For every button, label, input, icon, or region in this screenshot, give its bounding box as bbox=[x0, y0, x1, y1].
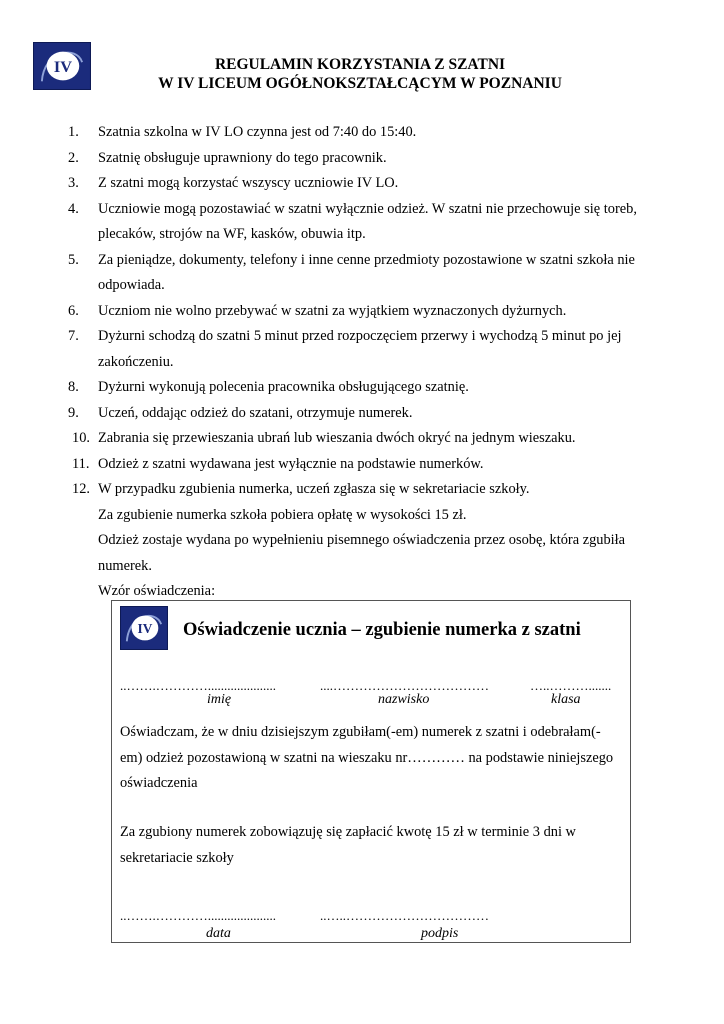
rule-item bbox=[68, 146, 656, 172]
rule-text: Z szatni mogą korzystać wszyscy uczniowie IV LO. bbox=[98, 175, 399, 191]
rule-item bbox=[72, 477, 656, 605]
rule-text: Uczniom nie wolno przebywać w szatni za wyjątkiem wyznaczonych dyżurnych. bbox=[98, 302, 567, 319]
rule-text: Dyżurni schodzą do szatni 5 minut przed rozpoczęciem przerwy i wychodzą 5 minut po jej zakończeniu. bbox=[98, 328, 622, 370]
rule-item bbox=[68, 248, 656, 299]
rule-item bbox=[68, 324, 656, 375]
rule-item bbox=[68, 299, 656, 325]
rule-12-release: Odzież zostaje wydana po wypełnieniu pisemnego oświadczenia przez osobę, która zgubiła numerek. bbox=[98, 532, 626, 574]
page-title bbox=[130, 55, 590, 93]
rule-number: 5. bbox=[68, 251, 79, 268]
signature-label: podpis bbox=[421, 926, 459, 941]
form-logo-text: IV bbox=[137, 620, 153, 636]
pledge-text: Za zgubiony numerek zobowiązuję się zapłacić kwotę 15 zł w terminie 3 dni w sekretariacie szkoły bbox=[120, 824, 576, 866]
rule-text: Dyżurni wykonują polecenia pracownika obsługującego szatnię. bbox=[98, 379, 469, 395]
rule-number: 8. bbox=[68, 379, 79, 395]
name-label: imię bbox=[207, 692, 232, 707]
rule-item bbox=[68, 171, 656, 197]
logo-text: IV bbox=[53, 56, 73, 76]
rule-text: Szatnia szkolna w IV LO czynna jest od 7:40 do 15:40. bbox=[98, 124, 417, 140]
class-label: klasa bbox=[551, 692, 581, 707]
rule-number: 6. bbox=[68, 302, 79, 319]
form-logo-graphic bbox=[121, 607, 167, 649]
rule-item bbox=[68, 375, 656, 401]
school-logo bbox=[33, 42, 91, 90]
rule-text: Uczniowie mogą pozostawiać w szatni wyłącznie odzież. W szatni nie przechowuje się toreb, plecaków, strojów na WF, kasków, obuwia itp. bbox=[98, 200, 637, 242]
rule-text: W przypadku zgubienia numerka, uczeń zgłasza się w sekretariacie szkoły. bbox=[98, 481, 530, 497]
rule-item bbox=[72, 452, 656, 478]
rule-text: Odzież z szatni wydawana jest wyłącznie na podstawie numerków. bbox=[98, 455, 484, 472]
class-field[interactable]: …..………....... bbox=[530, 678, 612, 693]
date-field[interactable]: ..…….…………..................... bbox=[120, 908, 276, 923]
rule-text: Zabrania się przewieszania ubrań lub wieszania dwóch okryć na jednym wieszaku. bbox=[98, 430, 576, 446]
rule-text: Za pieniądze, dokumenty, telefony i inne cenne przedmioty pozostawione w szatni szkoła nie odpowiada. bbox=[98, 251, 635, 293]
name-field[interactable]: ..…….…………..................... bbox=[120, 678, 276, 693]
date-label: data bbox=[206, 926, 231, 941]
title-line-1: REGULAMIN KORZYSTANIA Z SZATNI bbox=[214, 56, 506, 73]
signature-field[interactable]: ..…..…………………………… bbox=[320, 908, 489, 923]
rule-number: 10. bbox=[72, 430, 90, 446]
rule-item bbox=[72, 426, 656, 452]
form-title: Oświadczenie ucznia – zgubienie numerka z szatni bbox=[183, 620, 581, 640]
rule-text: Uczeń, oddając odzież do szatani, otrzymuje numerek. bbox=[98, 404, 413, 421]
rules-list bbox=[68, 120, 656, 605]
rule-item bbox=[68, 197, 656, 248]
rule-number: 3. bbox=[68, 175, 79, 191]
rule-number: 4. bbox=[68, 200, 79, 217]
title-line-2: W IV LICEUM OGÓŁNOKSZTAŁCĄCYM W POZNANIU bbox=[158, 75, 562, 92]
rule-number: 7. bbox=[68, 328, 79, 344]
school-logo-graphic bbox=[34, 43, 90, 89]
statement-text: Oświadczam, że w dniu dzisiejszym zgubiłam(-em) numerek z szatni i odebrałam(-em) odzież pozostawioną w szatni na wieszaku nr………… na podstawie niniejszego oświadczenia bbox=[120, 724, 614, 791]
form-logo bbox=[120, 606, 168, 650]
rule-12-fee: Za zgubienie numerka szkoła pobiera opłatę w wysokości 15 zł. bbox=[98, 506, 467, 523]
rule-text: Szatnię obsługuje uprawniony do tego pracownik. bbox=[98, 149, 387, 166]
rule-number: 2. bbox=[68, 149, 79, 166]
surname-field[interactable]: ....……………………………… bbox=[320, 678, 489, 693]
rule-item bbox=[68, 120, 656, 146]
rule-number: 9. bbox=[68, 404, 79, 421]
template-label: Wzór oświadczenia: bbox=[98, 583, 216, 599]
rule-number: 12. bbox=[72, 481, 90, 497]
surname-label: nazwisko bbox=[378, 692, 430, 707]
rule-number: 1. bbox=[68, 124, 79, 140]
rule-number: 11. bbox=[72, 455, 90, 472]
rule-item bbox=[68, 401, 656, 427]
